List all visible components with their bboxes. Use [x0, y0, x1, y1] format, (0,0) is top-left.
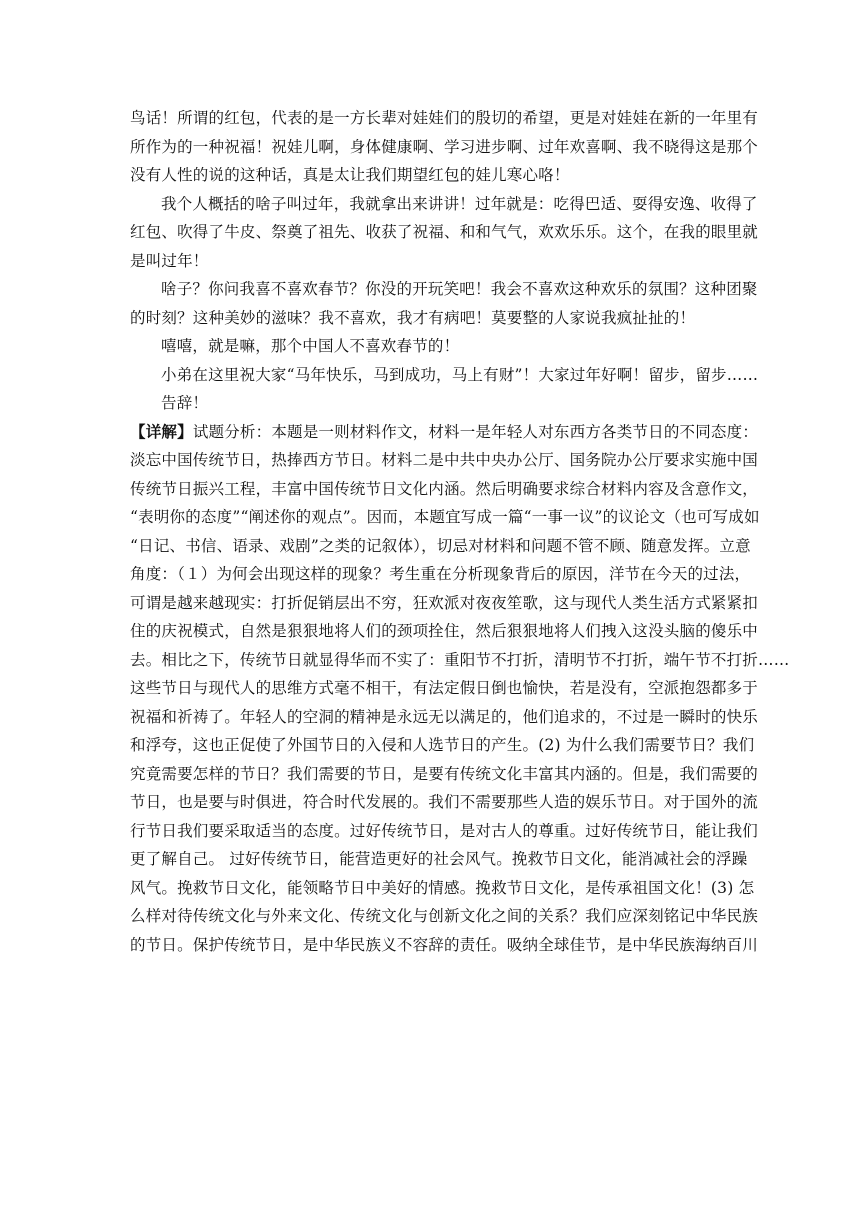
analysis-line: 风气。挽救节日文化，能领略节日中美好的情感。挽救节日文化，是传承祖国文化！(3) 怎	[130, 878, 755, 897]
text-line: 小弟在这里祝大家“马年快乐，马到成功，马上有财”！大家过年好啊！留步，留步……	[161, 365, 759, 384]
analysis-line: “表明你的态度”“阐述你的观点”。因而，本题宜写成一篇“一事一议”的议论文（也可写成如	[130, 508, 760, 526]
analysis-line: 角度：（１）为何会出现这样的现象？考生重在分析现象背后的原因，洋节在今天的过法，	[130, 565, 751, 583]
analysis-text: 试题分析：本题是一则材料作文，材料一是年轻人对东西方各类节日的不同态度：	[192, 422, 759, 441]
text-line: 啥子？你问我喜不喜欢春节？你没的开玩笑吧！我会不喜欢这种欢乐的氛围？这种团聚	[161, 280, 758, 298]
text-line: 是叫过年！	[130, 251, 209, 270]
analysis-line: 去。相比之下，传统节日就显得华而不实了：重阳节不打折，清明节不打折，端午节不打折……	[130, 650, 790, 669]
analysis-first-line	[130, 418, 759, 447]
text-line: 嘻嘻，就是嘛，那个中国人不喜欢春节的！	[161, 337, 460, 355]
text-line: 红包、吹得了牛皮、祭奠了祖先、收获了祝福、和和气气，欢欢乐乐。这个，在我的眼里就	[130, 223, 759, 241]
analysis-line: 节日，也是要与时俱进，符合时代发展的。我们不需要那些人造的娱乐节日。对于国外的流	[130, 793, 759, 811]
text-line: 告辞！	[161, 394, 209, 412]
analysis-line: 么样对待传统文化与外来文化、传统文化与创新文化之间的关系？我们应深刻铭记中华民族	[130, 907, 759, 925]
analysis-line: 淡忘中国传统节日，热捧西方节日。材料二是中共中央办公厅、国务院办公厅要求实施中国	[130, 451, 759, 469]
text-line: 的时刻？这种美妙的滋味？我不喜欢，我才有病吧！莫要整的人家说我疯扯扯的！	[130, 308, 696, 327]
text-line: 所作为的一种祝福！祝娃儿啊，身体健康啊、学习进步啊、过年欢喜啊、我不晓得这是那个	[130, 137, 759, 156]
analysis-line: 这些节日与现代人的思维方式毫不相干，有法定假日倒也愉快，若是没有，空派抱怨都多于	[130, 679, 759, 697]
text-line: 没有人性的说的这种话，真是太让我们期望红包的娃儿寒心咯！	[130, 166, 570, 184]
analysis-line: 和浮夸，这也正促使了外国节日的入侵和人选节日的产生。(2) 为什么我们需要节日？我们	[130, 736, 755, 754]
analysis-label: 【详解】	[130, 421, 193, 441]
analysis-line: 可谓是越来越现实：打折促销层出不穷，狂欢派对夜夜笙歌，这与现代人类生活方式紧紧扣	[130, 593, 759, 612]
analysis-line: 行节日我们要采取适当的态度。过好传统节日，是对古人的尊重。过好传统节日，能让我们	[130, 821, 759, 840]
document-body	[130, 104, 790, 959]
analysis-line: 的节日。保护传统节日，是中华民族义不容辞的责任。吸纳全球佳节，是中华民族海纳百川	[130, 935, 759, 954]
analysis-line: “日记、书信、语录、戏剧”之类的记叙体），切忌对材料和问题不管不顾、随意发挥。立意	[130, 536, 751, 555]
analysis-line: 住的庆祝模式，自然是狠狠地将人们的颈项拴住，然后狠狠地将人们拽入这没头脑的傻乐中	[130, 622, 759, 640]
text-line: 鸟话！所谓的红包，代表的是一方长辈对娃娃们的殷切的希望，更是对娃娃在新的一年里有	[130, 109, 759, 127]
text-line: 我个人概括的啥子叫过年，我就拿出来讲讲！过年就是：吃得巴适、耍得安逸、收得了	[161, 194, 758, 213]
analysis-line: 更了解自己。 过好传统节日，能营造更好的社会风气。挽救节日文化，能消减社会的浮躁	[130, 850, 748, 868]
analysis-line: 传统节日振兴工程，丰富中国传统节日文化内涵。然后明确要求综合材料内容及含意作文，	[130, 479, 759, 498]
analysis-line: 祝福和祈祷了。年轻人的空洞的精神是永远无以满足的，他们追求的，不过是一瞬时的快乐	[130, 707, 759, 726]
analysis-line: 究竟需要怎样的节日？我们需要的节日，是要有传统文化丰富其内涵的。但是，我们需要的	[130, 764, 759, 783]
